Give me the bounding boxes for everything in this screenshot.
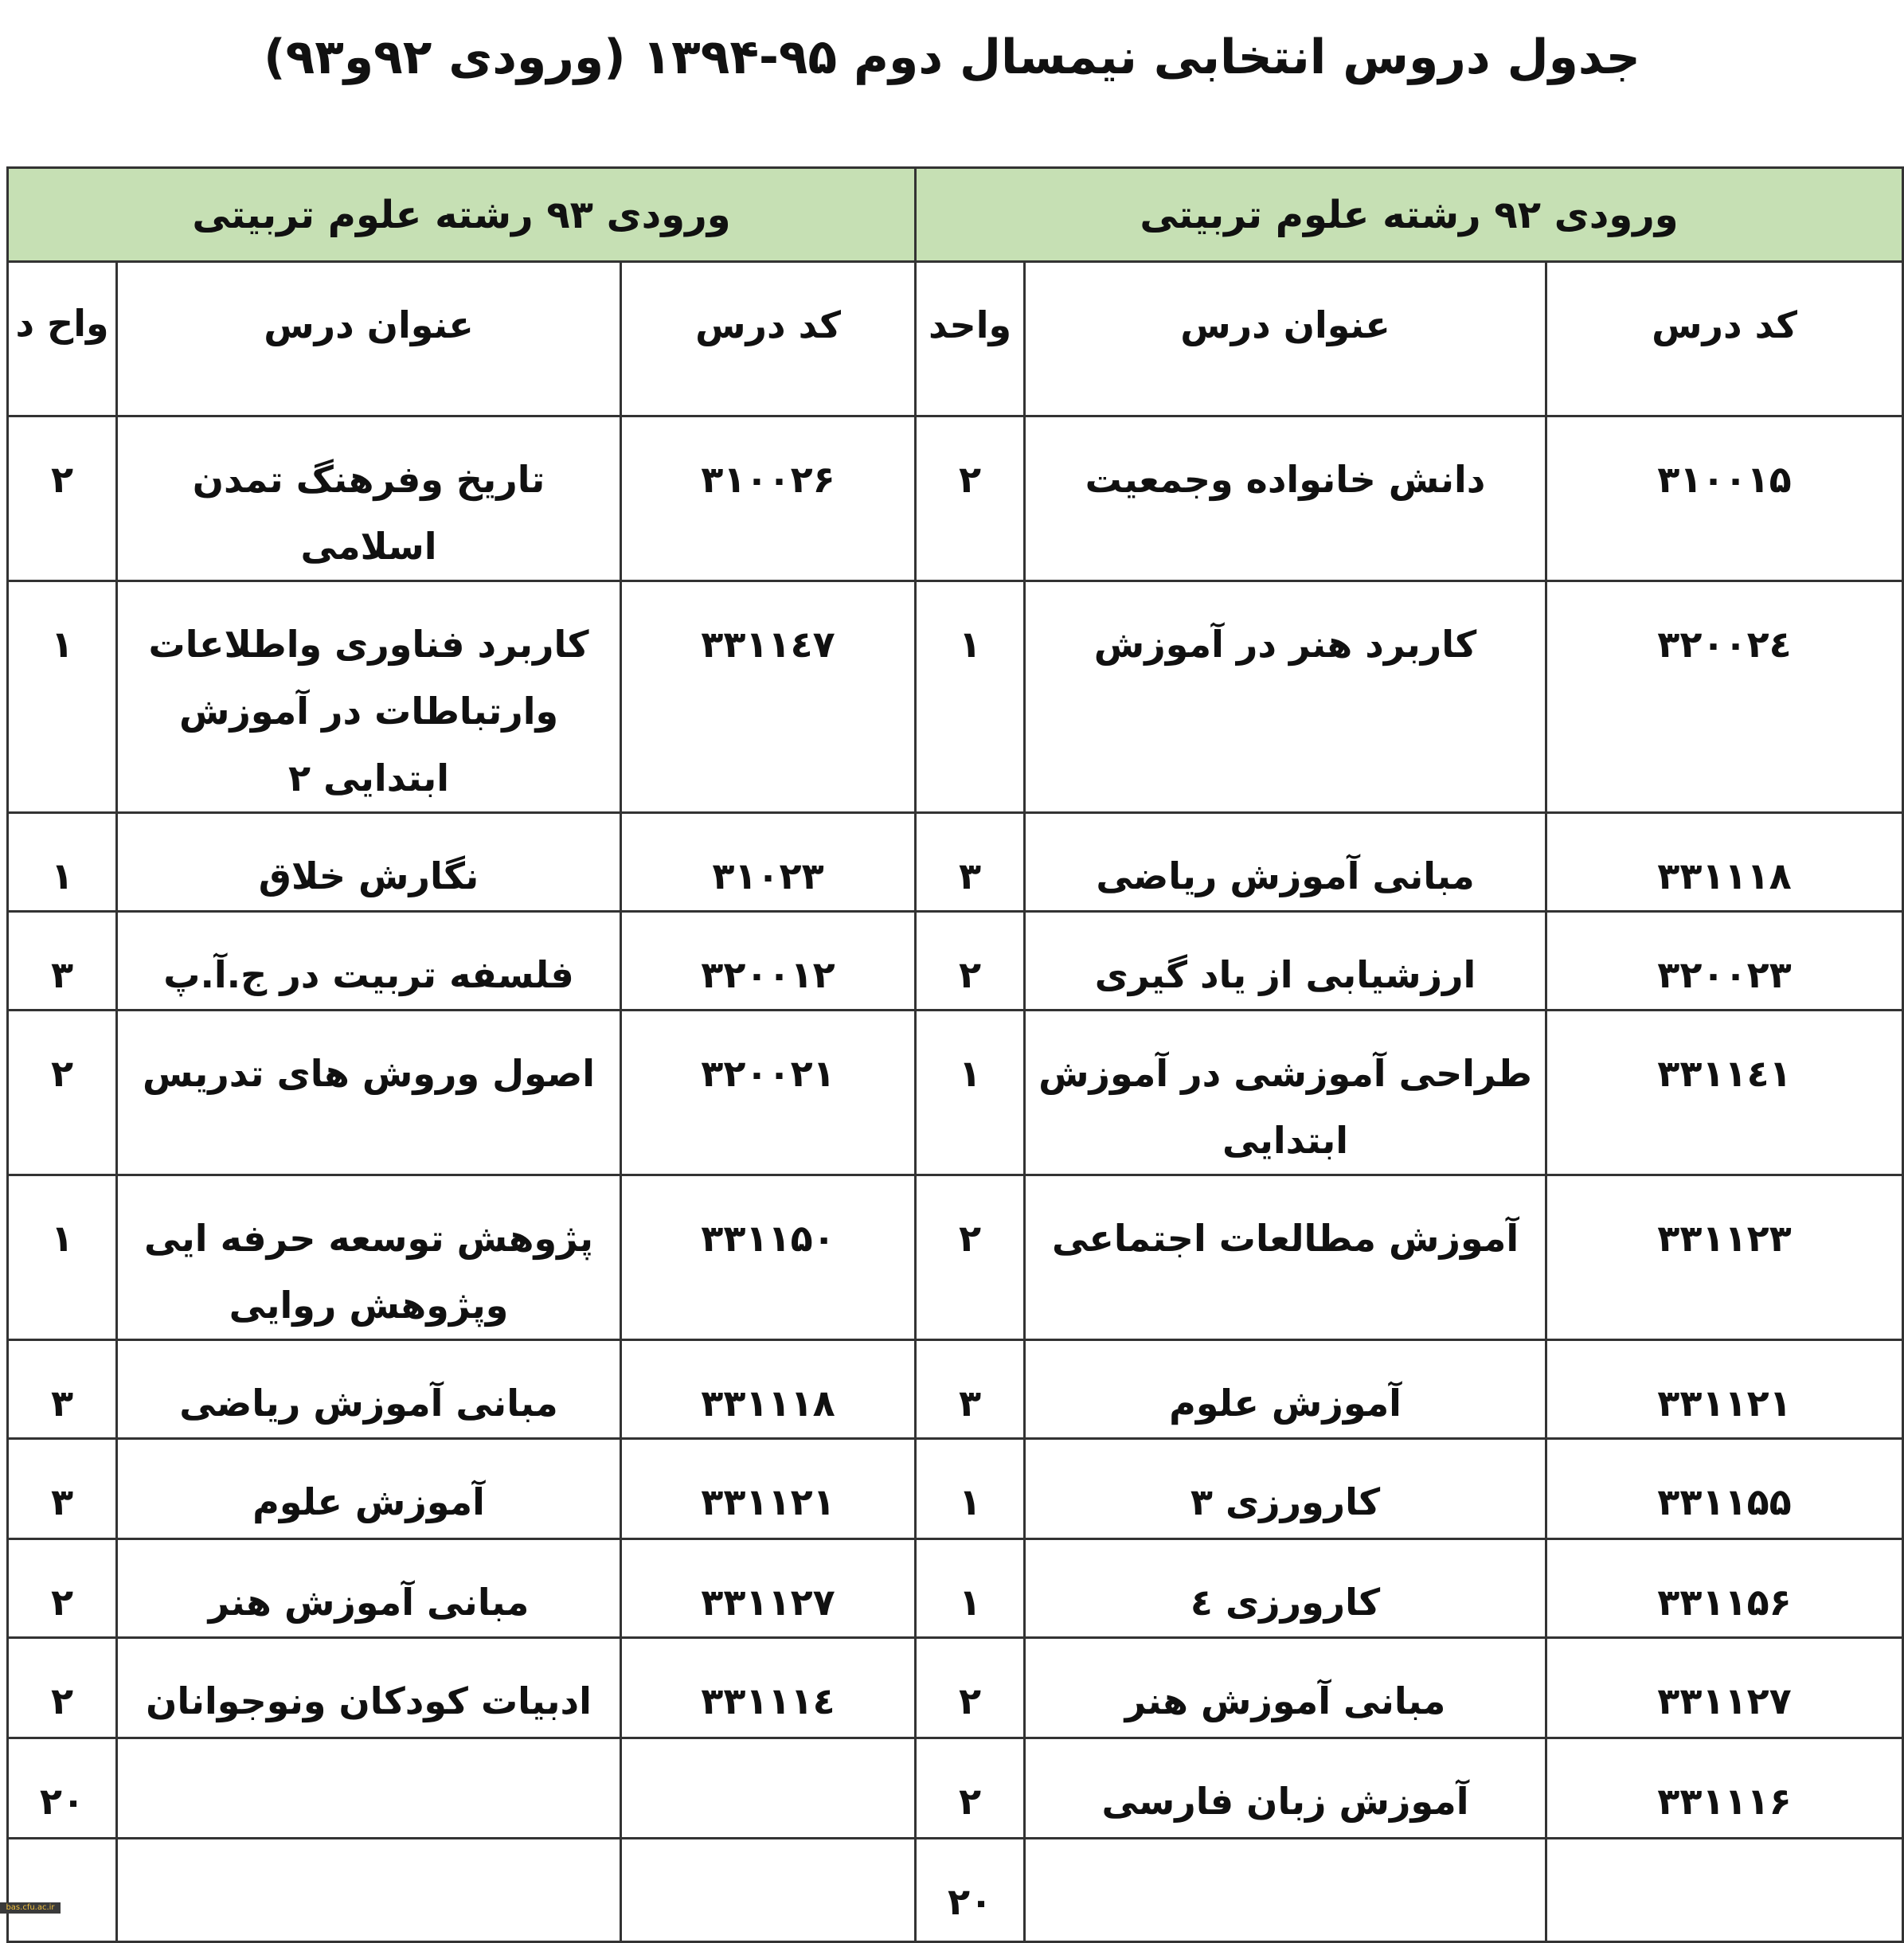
table-row <box>8 1439 1903 1539</box>
course-title-92: طراحی آموزشی در آموزش ابتدایی <box>1025 1011 1546 1175</box>
course-units-92: ۲ <box>916 416 1025 581</box>
course-code-92: ۳۱۰۰۱۵ <box>1546 416 1903 581</box>
col-header-unit-92: واحد <box>916 262 1025 416</box>
table-row <box>8 581 1903 813</box>
course-title-92: آموزش زبان فارسی <box>1025 1738 1546 1839</box>
course-title-92: مبانی آموزش هنر <box>1025 1638 1546 1738</box>
course-code-92: ۳۳۱۱۵۶ <box>1546 1539 1903 1638</box>
course-code-92: ۳۲۰۰۲۳ <box>1546 912 1903 1011</box>
course-units-92: ۱ <box>916 581 1025 813</box>
table-row <box>8 813 1903 912</box>
course-units-93: ۳ <box>8 912 117 1011</box>
course-title-92: کارورزی ٤ <box>1025 1539 1546 1638</box>
course-units-92: ۲ <box>916 1638 1025 1738</box>
course-units-92: ۱ <box>916 1439 1025 1539</box>
course-code-92: ۳۳۱۱۲۷ <box>1546 1638 1903 1738</box>
course-units-92: ۲ <box>916 1738 1025 1839</box>
course-title-92: آموزش علوم <box>1025 1340 1546 1439</box>
course-title-93: آموزش علوم <box>117 1439 621 1539</box>
group-93-header: ورودی ۹۳ رشته علوم تربیتی <box>8 168 916 262</box>
course-title-93: ادبیات کودکان ونوجوانان <box>117 1638 621 1738</box>
course-code-93: ۳۳۱۱٤۷ <box>621 581 916 813</box>
course-units-93: ۲ <box>8 416 117 581</box>
course-title-93: نگارش خلاق <box>117 813 621 912</box>
course-title-92: مبانی آموزش ریاضی <box>1025 813 1546 912</box>
course-code-92: ۳۳۱۱۵۵ <box>1546 1439 1903 1539</box>
course-code-93: ۳۳۱۱۱۸ <box>621 1340 916 1439</box>
course-code-92: ۳۲۰۰۲٤ <box>1546 581 1903 813</box>
col-header-title-93: عنوان درس <box>117 262 621 416</box>
course-title-93: فلسفه تربیت در ج.آ.پ <box>117 912 621 1011</box>
course-code-92 <box>1546 1839 1903 1942</box>
course-code-92: ۳۳۱۱۲۳ <box>1546 1175 1903 1340</box>
course-title-92 <box>1025 1839 1546 1942</box>
course-code-93 <box>621 1738 916 1839</box>
col-header-unit-93: واح د <box>8 262 117 416</box>
column-header-row <box>8 262 1903 416</box>
course-code-92: ۳۳۱۱۱۸ <box>1546 813 1903 912</box>
course-units-93: ۱ <box>8 581 117 813</box>
course-title-92: ارزشیابی از یاد گیری <box>1025 912 1546 1011</box>
course-code-92: ۳۳۱۱۱۶ <box>1546 1738 1903 1839</box>
course-units-93: ۱ <box>8 1175 117 1340</box>
course-units-93 <box>8 1839 117 1942</box>
course-units-93: ۲۰ <box>8 1738 117 1839</box>
group-92-header: ورودی ۹۲ رشته علوم تربیتی <box>916 168 1903 262</box>
course-code-93: ۳۳۱۱۱٤ <box>621 1638 916 1738</box>
course-title-93: پژوهش توسعه حرفه ایی وپژوهش روایی <box>117 1175 621 1340</box>
table-row <box>8 1638 1903 1738</box>
course-units-92: ۳ <box>916 813 1025 912</box>
group-header-row <box>8 168 1903 262</box>
course-title-93 <box>117 1738 621 1839</box>
course-code-93: ۳۲۰۰۱۲ <box>621 912 916 1011</box>
course-title-93: تاریخ وفرهنگ تمدن اسلامی <box>117 416 621 581</box>
table-row <box>8 1175 1903 1340</box>
course-units-92: ۲ <box>916 912 1025 1011</box>
course-units-93: ۳ <box>8 1439 117 1539</box>
course-units-93: ۲ <box>8 1011 117 1175</box>
course-title-92: کارورزی ۳ <box>1025 1439 1546 1539</box>
page-title: جدول دروس انتخابی نیمسال دوم ۹۵-۱۳۹۴ (ورودی ۹۲و۹۳) <box>264 29 1640 85</box>
course-units-93: ۲ <box>8 1539 117 1638</box>
course-code-93: ۳۲۰۰۲۱ <box>621 1011 916 1175</box>
course-code-93: ۳۳۱۱۲۷ <box>621 1539 916 1638</box>
course-units-92: ۲ <box>916 1175 1025 1340</box>
table-row <box>8 1839 1903 1942</box>
course-table <box>6 166 1904 1943</box>
course-code-93: ۳۱۰۰۲۶ <box>621 416 916 581</box>
course-code-92: ۳۳۱۱٤۱ <box>1546 1011 1903 1175</box>
course-title-93: مبانی آموزش ریاضی <box>117 1340 621 1439</box>
table-row <box>8 1011 1903 1175</box>
course-title-92: دانش خانواده وجمعیت <box>1025 416 1546 581</box>
course-units-93: ۳ <box>8 1340 117 1439</box>
course-code-93: ۳۳۱۱۲۱ <box>621 1439 916 1539</box>
col-header-code-92: کد درس <box>1546 262 1903 416</box>
course-title-93: کاربرد فناوری واطلاعات وارتباطات در آموزش ابتدایی ۲ <box>117 581 621 813</box>
course-units-93: ۲ <box>8 1638 117 1738</box>
course-code-93 <box>621 1839 916 1942</box>
course-code-92: ۳۳۱۱۲۱ <box>1546 1340 1903 1439</box>
col-header-title-92: عنوان درس <box>1025 262 1546 416</box>
course-code-93: ۳۳۱۱۵۰ <box>621 1175 916 1340</box>
course-units-93: ۱ <box>8 813 117 912</box>
course-title-93 <box>117 1839 621 1942</box>
table-row <box>8 416 1903 581</box>
course-title-92: کاربرد هنر در آموزش <box>1025 581 1546 813</box>
course-units-92: ۳ <box>916 1340 1025 1439</box>
course-title-93: اصول وروش های تدریس <box>117 1011 621 1175</box>
site-watermark: bas.cfu.ac.ir <box>0 1902 61 1914</box>
course-units-92: ۲۰ <box>916 1839 1025 1942</box>
course-code-93: ۳۱۰۲۳ <box>621 813 916 912</box>
table-row <box>8 912 1903 1011</box>
course-units-92: ۱ <box>916 1539 1025 1638</box>
course-units-92: ۱ <box>916 1011 1025 1175</box>
col-header-code-93: کد درس <box>621 262 916 416</box>
table-row <box>8 1738 1903 1839</box>
table-row <box>8 1539 1903 1638</box>
table-row <box>8 1340 1903 1439</box>
course-title-92: آموزش مطالعات اجتماعی <box>1025 1175 1546 1340</box>
course-title-93: مبانی آموزش هنر <box>117 1539 621 1638</box>
